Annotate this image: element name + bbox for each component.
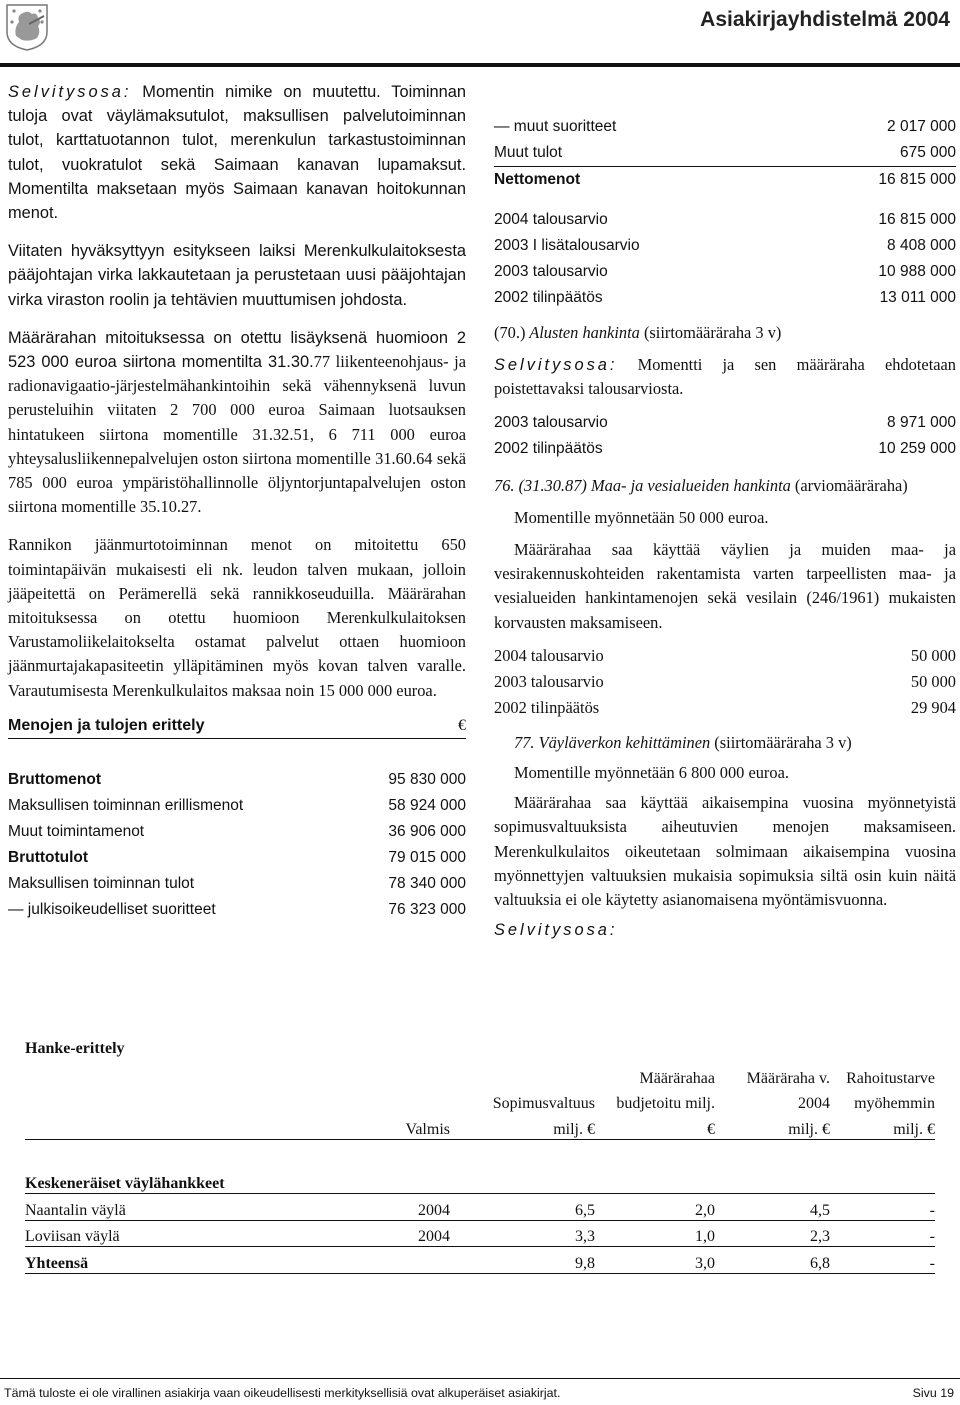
row-value: 675 000	[777, 140, 956, 167]
project-cell-m2004: 2,3	[715, 1220, 830, 1247]
table-row	[494, 669, 956, 695]
project-cell-m2004: 6,8	[715, 1247, 830, 1274]
project-cell-valmis: 2004	[325, 1220, 450, 1247]
table-row	[8, 897, 466, 923]
m77-usage: Määrärahaa saa käyttää aikaisempina vuosina myönnetyistä sopimusvaltuuksista aiheutuvien menojen maksamiseen. Merenkulkulaitos oikeutetaan solmimaan aikaisempina vuosina myönnettyjen valtuuksien mukaisia sopimuksia siltä osin kuin näitä valtuuksia ei ole käytetty asianomaisena myöntämisvuonna.	[494, 793, 956, 910]
m76-table	[494, 643, 956, 721]
project-row	[25, 1247, 935, 1274]
row-value: 79 015 000	[388, 849, 466, 867]
project-cell-name: Loviisan väylä	[25, 1220, 325, 1247]
right-column	[494, 114, 956, 942]
row-value: 50 000	[910, 671, 956, 691]
table-row	[8, 819, 466, 845]
project-cell-name: Yhteensä	[25, 1247, 325, 1274]
row-value: 10 259 000	[878, 439, 956, 457]
row-label: Bruttotulot	[8, 849, 89, 867]
row-label: Muut toimintamenot	[8, 823, 145, 841]
row-label: — muut suoritteet	[494, 117, 617, 135]
m77-selvitysosa: Selvitysosa:	[494, 921, 618, 940]
selvitysosa-label: Selvitysosa:	[8, 83, 132, 101]
page-number: Sivu 19	[912, 1386, 954, 1400]
row-value: 10 988 000	[878, 262, 956, 280]
row-value: 76 323 000	[388, 901, 466, 919]
table-row	[8, 767, 466, 793]
table-row	[494, 140, 956, 167]
project-cell-valmis	[325, 1247, 450, 1274]
row-label: 2004 talousarvio	[494, 645, 604, 665]
table-row	[8, 871, 466, 897]
table-row	[494, 643, 956, 669]
table-row	[8, 845, 466, 871]
row-label: 2003 talousarvio	[494, 413, 608, 431]
table-row	[494, 695, 956, 721]
left-column	[8, 80, 466, 923]
row-value: 16 815 000	[878, 210, 956, 228]
row-label: Muut tulot	[494, 140, 777, 167]
m76-usage: Määrärahaa saa käyttää väylien ja muiden maa- ja vesirakennuskohteiden rakentamista varten tarpeellisten maa- ja vesialueiden hankintamenojen sekä vesilain (246/1961) mukaisten korvausten maksamiseen.	[494, 540, 956, 632]
left-paragraph-3: Määrärahan mitoituksessa on otettu lisäyksenä huomioon 2 523 000 euroa siirtona momentilta 31.30.77 liikenteenohjaus- ja radionavigaatio-järjestelmähankintoihin sekä vähennyksenä luvun perusteluihin viitaten 2 700 000 euroa Saimaan luotsauksen hintatukeen siirtona momentille 31.32.51, 6 711 000 euroa yhteysalusliikennepalvelujen oston siirtona momentille 31.60.64 sekä 785 000 euroa ympäristöhallinnolle öljyntorjuntapalvelujen oston siirtona momentille 35.10.27.	[8, 328, 467, 517]
row-label: — julkisoikeudelliset suoritteet	[8, 901, 216, 919]
row-value: 8 971 000	[887, 413, 956, 431]
row-value: 78 340 000	[388, 875, 466, 893]
row-label: 2002 tilinpäätös	[494, 697, 600, 717]
table-row	[494, 410, 956, 436]
project-table-section	[25, 1040, 935, 1274]
row-label: 2003 talousarvio	[494, 262, 608, 280]
row-value: 13 011 000	[879, 288, 956, 306]
fin-table-title: Menojen ja tulojen erittely €	[8, 713, 466, 740]
footer-rule	[0, 1378, 960, 1379]
project-row	[25, 1194, 935, 1221]
project-cell-budjetoitu: 1,0	[595, 1220, 715, 1247]
project-cell-sopimus: 9,8	[450, 1247, 595, 1274]
project-table-title: Hanke-erittely	[25, 1040, 125, 1057]
row-label: Maksullisen toiminnan tulot	[8, 875, 195, 893]
project-cell-myohemmin: -	[830, 1220, 935, 1247]
fin-table	[8, 767, 466, 923]
project-row	[25, 1220, 935, 1247]
table-row	[494, 436, 956, 462]
m70-table	[494, 410, 956, 462]
m77-heading: 77. Väyläverkon kehittäminen (siirtomääräraha 3 v)	[514, 732, 852, 752]
footer-note: Tämä tuloste ei ole virallinen asiakirja vaan oikeudellisesti merkityksellisiä ovat alkuperäiset asiakirjat.	[4, 1386, 561, 1400]
row-label: Nettomenot	[494, 170, 581, 188]
table-row	[494, 167, 956, 194]
row-value: 29 904	[910, 697, 956, 717]
project-cell-valmis: 2004	[325, 1194, 450, 1221]
m70-explanation: Selvitysosa: Momentti ja sen määräraha ehdotetaan poistettavaksi talousarviosta.	[494, 355, 956, 399]
table-row	[494, 233, 956, 259]
row-label: 2002 tilinpäätös	[494, 439, 603, 457]
m70-heading: (70.) Alusten hankinta (siirtomääräraha 3 v)	[494, 323, 782, 342]
table-row	[494, 207, 956, 233]
row-value: 58 924 000	[388, 797, 466, 815]
project-table: Määrärahaa Määräraha v. Rahoitustarve Sopimusvaltuus budjetoitu milj. 2004 myöhemmin Valmis milj. € € milj. € milj. € Keskeneräiset väylähankkeet Naantalin väylä 2004 6,5 2,0 4,5 - Loviisan väylä 2004 3,3 1,0 2,3 - Yhteensä 9,8 3,0 6,8 -	[25, 1069, 935, 1272]
header-rule	[0, 63, 960, 67]
row-label: 2003 talousarvio	[494, 671, 604, 691]
row-label: Maksullisen toiminnan erillismenot	[8, 797, 244, 815]
coat-of-arms-lion-icon	[4, 2, 50, 52]
project-cell-sopimus: 3,3	[450, 1220, 595, 1247]
row-label: 2003 I lisätalousarvio	[494, 236, 640, 254]
row-label: 2004 talousarvio	[494, 210, 608, 228]
row-value: 50 000	[910, 645, 956, 665]
budget-table	[494, 207, 956, 311]
table-row	[494, 285, 956, 311]
left-paragraph-4: Rannikon jäänmurtotoiminnan menot on mitoitettu 650 toimintapäivän mukaisesti eli nk. leudon talven mukaan, jolloin jääpeitettä on Perämerellä sekä rannikkoseuduilla. Määrärahan mitoituksessa on otettu huomioon Merenkulkulaitoksen Varustamoliikelaitokselta ostamat palvelut ottaen huomioon jäänmurtajakapasiteetin ylläpitäminen myös kovan talven varalle. Varautumisesta Merenkulkulaitos maksaa noin 15 000 000 euroa.	[8, 535, 466, 700]
row-label: 2002 tilinpäätös	[494, 288, 603, 306]
project-cell-m2004: 4,5	[715, 1194, 830, 1221]
left-paragraph-1: Selvitysosa: Momentin nimike on muutettu. Toiminnan tuloja ovat väylämaksutulot, maksullisen palvelutoiminnan tulot, karttatuotannon tulot, merenkulun tarkastustoiminnan tulot, vuokratulot sekä Saimaan kanavan lupamaksut. Momentilta maksetaan myös Saimaan kanavan hoitokunnan menot.	[8, 83, 466, 223]
row-value: 36 906 000	[388, 823, 466, 841]
project-cell-myohemmin: -	[830, 1194, 935, 1221]
project-cell-sopimus: 6,5	[450, 1194, 595, 1221]
document-title: Asiakirjayhdistelmä 2004	[700, 8, 950, 31]
left-paragraph-2: Viitaten hyväksyttyyn esitykseen laiksi Merenkulkulaitoksesta pääjohtajan virka lakkautetaan ja perustetaan uusi pääjohtajan virka viraston roolin ja tehtävien muuttumisen johdosta.	[8, 242, 466, 309]
table-row	[8, 793, 466, 819]
project-cell-myohemmin: -	[830, 1247, 935, 1274]
table-row	[494, 114, 956, 140]
row-value: 16 815 000	[878, 170, 956, 188]
income-table	[494, 114, 956, 193]
m77-grant: Momentille myönnetään 6 800 000 euroa.	[514, 763, 789, 783]
row-label: Bruttomenot	[8, 771, 101, 789]
row-value: 8 408 000	[887, 236, 956, 254]
row-value: 95 830 000	[388, 771, 466, 789]
m76-grant: Momentille myönnetään 50 000 euroa.	[514, 507, 769, 527]
row-value: 2 017 000	[887, 117, 956, 135]
m76-heading: 76. (31.30.87) Maa- ja vesialueiden hankinta (arviomääräraha)	[494, 475, 908, 495]
project-cell-budjetoitu: 2,0	[595, 1194, 715, 1221]
project-group-label: Keskeneräiset väylähankkeet	[25, 1168, 935, 1194]
project-cell-budjetoitu: 3,0	[595, 1247, 715, 1274]
table-row	[494, 259, 956, 285]
project-cell-name: Naantalin väylä	[25, 1194, 325, 1221]
